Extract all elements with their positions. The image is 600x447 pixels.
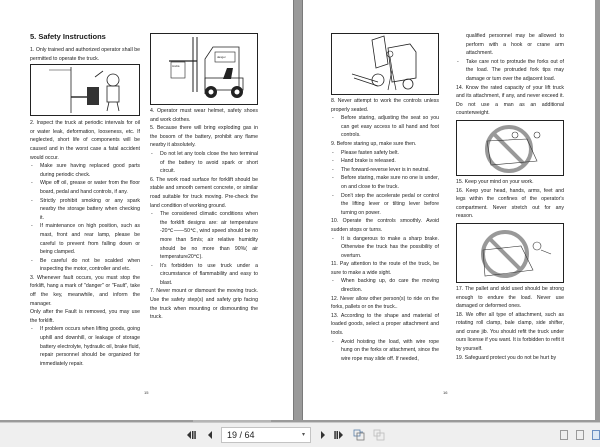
last-page-icon [334, 430, 344, 440]
forklift-operator-icon [332, 34, 438, 94]
bullet-item: - Please fasten safety belt. [331, 149, 439, 158]
paragraph: 16. Keep your head, hands, arms, feet and legs within the confines of the operator's compartment. Never stretch out for any reason. [456, 187, 564, 220]
paragraph: Only after the Fault is removed, you may use the forklift. [30, 309, 140, 324]
bullet-item: - The forward-reverse lever is in neutral. [331, 166, 439, 175]
figure-no-stretch [456, 223, 564, 283]
page-number: 15 [144, 390, 149, 395]
previous-page-button[interactable] [205, 429, 215, 441]
paragraph: 14. Know the rated capacity of your lift truck and its attachment, if any, and never exceed it. Do not use a man as an additional counterweight. [456, 84, 564, 117]
paragraph: 15. Keep your mind on your work. [456, 178, 534, 185]
page-indicator: 19 / 64 [227, 430, 255, 440]
bullet-item: - Be careful do not be scalded when inspecting the motor, controller and etc. [30, 257, 140, 274]
bullet-item: - The considered climatic conditions when the forklift designs are: air temperature -20℃——50℃, wind speed should be no more than 5m/s; air relative humidity should be no more than 90%( air temperature20℃). [150, 210, 258, 262]
bullet-item: - If maintenance on high position, such as mast, front and rear lamp, please be careful to prevent from falling down or being clamped. [30, 222, 140, 256]
paragraph: 2. Inspect the truck at periodic intervals for oil or water leak, deformation, looseness, etc. If neglected, short life of components will be caused and in the worst case a fatal accident would occur. [30, 120, 140, 161]
bullet-item: - Hand brake is released. [331, 157, 439, 166]
bullet-item: - Take care not to protrude the forks out of the load. The protruded fork tips may damage or turn over the adjacent load. [456, 58, 564, 84]
paragraph: 1. Only trained and authorized operator shall be permitted to operate the truck. [30, 47, 140, 62]
bullet-item: - It is dangerous to make a sharp brake. Otherwise the truck has the possibility of overturn. [331, 235, 439, 261]
page-right [302, 0, 595, 420]
bullet-item: - It's forbidden to use truck under a circumstance of flammability and easy to blast. [150, 262, 258, 288]
paste-page-icon [373, 429, 385, 441]
bullet-item: - Avoid hoisting the load, with wire rope hung on the forks or attachment, since the wire rope may slide off. If needed, [331, 338, 439, 364]
bullet-item: - Do not let any tools close the two terminal of the battery to avoid spark or short circuit. [150, 150, 258, 176]
paragraph: 3. Whenever fault occurs, you must stop the forklift, hang a mark of "danger" or "Fault", take off the key, meanwhile, and inform the manager. [30, 274, 140, 307]
first-page-icon [186, 430, 196, 440]
bullet-item: - When backing up, do care the moving direction. [331, 277, 439, 294]
single-page-view-icon[interactable] [560, 430, 568, 440]
copy-page-icon [353, 429, 365, 441]
paragraph: 13. According to the shape and material of loaded goods, select a proper attachment and tools. [331, 312, 439, 337]
first-page-button[interactable] [185, 429, 197, 441]
paragraph: 17. The pallet and skid used should be strong enough to endure the load. Never use damaged or deformed ones. [456, 285, 564, 310]
paragraph: 18. We offer all type of attachment, such as rotating roll clamp, bale clamp, side shifter, and crane jib. You should refit the truck under ours license if you want. It is forbidden to refit it by yourself. [456, 311, 564, 353]
page-left [0, 0, 294, 420]
copy-page-button[interactable] [352, 429, 366, 441]
next-page-button[interactable] [318, 429, 328, 441]
paragraph: 7. Never mount or dismount the moving truck. Use the safety step(s) and safety grip facing the truck when mounting or dismounting the truck. [150, 288, 258, 321]
left-page-column-1 [30, 32, 140, 368]
paragraph: 8. Never attempt to work the controls unless properly seated. [331, 98, 439, 113]
paragraph: 5. Because there will bring exploding gas in the bosom of the battery, prohibit any flame nearby it absolutely. [150, 125, 258, 149]
last-page-button[interactable] [333, 429, 345, 441]
figure-operator-seated [331, 33, 439, 95]
bullet-item: - Before staring, make sure no one is under, on and close to the truck. [331, 174, 439, 191]
figure-operator-illustration [30, 64, 140, 116]
bullet-item: - Don't step the accelerate pedal or control the lifting lever or tilting lever before turning on power. [331, 192, 439, 218]
left-page-column-2 [150, 33, 258, 322]
continuous-view-icon[interactable] [576, 430, 584, 440]
bullet-item: - Make sure having replaced good parts during periodic check. [30, 162, 140, 179]
no-passenger-icon [457, 121, 563, 175]
paste-page-button[interactable] [372, 429, 386, 441]
right-page-column-1 [331, 33, 439, 363]
dropdown-arrow-icon[interactable]: ▾ [301, 432, 305, 438]
bullet-item: - Strictly prohibit smoking or any spark nearby the storage battery when checking it. [30, 197, 140, 223]
operator-illustration-icon [31, 65, 139, 115]
paragraph: 9. Before staring up, make sure then. [331, 140, 417, 147]
next-page-icon [319, 430, 327, 440]
bullet-item: - Before staring, adjusting the seat so you can get easy access to all hand and foot controls. [331, 114, 439, 140]
bullet-item: - Wipe off oil, grease or water from the floor board, pedal and hand controls, if any. [30, 179, 140, 196]
page-number: 16 [443, 390, 448, 395]
two-page-view-icon[interactable] [592, 430, 600, 440]
paragraph: 10. Operate the controls smoothly. Avoid sudden stops or turns. [331, 218, 439, 233]
paragraph: qualified personnel may be allowed to perform with a hook or crane arm attachment. [466, 33, 564, 57]
figure-forklift-danger [150, 33, 258, 105]
paragraph: 6. The work road surface for forklift should be stable and smooth cement concrete, or similar road suitable for truck moving. Pre-check the land condition of working ground. [150, 176, 258, 209]
paragraph: 11. Pay attention to the route of the truck, be sure to make a wide sight. [331, 261, 439, 276]
navigation-toolbar [0, 422, 600, 447]
paragraph: 12. Never allow other person(s) to ride on the forks, pallets or on the truck.. [331, 295, 439, 311]
bullet-item: - If problem occurs when lifting goods, going uphill and downhill, or leakage of storage battery electrolyte, hydraulic oil, brake fluid, repair personnel should be organized for immediately repair. [30, 325, 140, 368]
page-number-input[interactable] [221, 427, 311, 443]
svg-text:trouble: trouble [172, 65, 180, 68]
section-heading: 5. Safety Instructions [30, 32, 106, 41]
prev-page-icon [206, 430, 214, 440]
svg-text:danger: danger [217, 55, 226, 59]
figure-no-passenger [456, 120, 564, 176]
right-page-column-2 [456, 32, 564, 362]
paragraph: 19. Safeguard protect you do not be hurt by [456, 354, 557, 361]
paragraph: 4. Operator must wear helmet, safety shoes and work clothes. [150, 108, 258, 123]
forklift-danger-icon [151, 34, 257, 104]
no-stretch-icon [457, 224, 563, 282]
